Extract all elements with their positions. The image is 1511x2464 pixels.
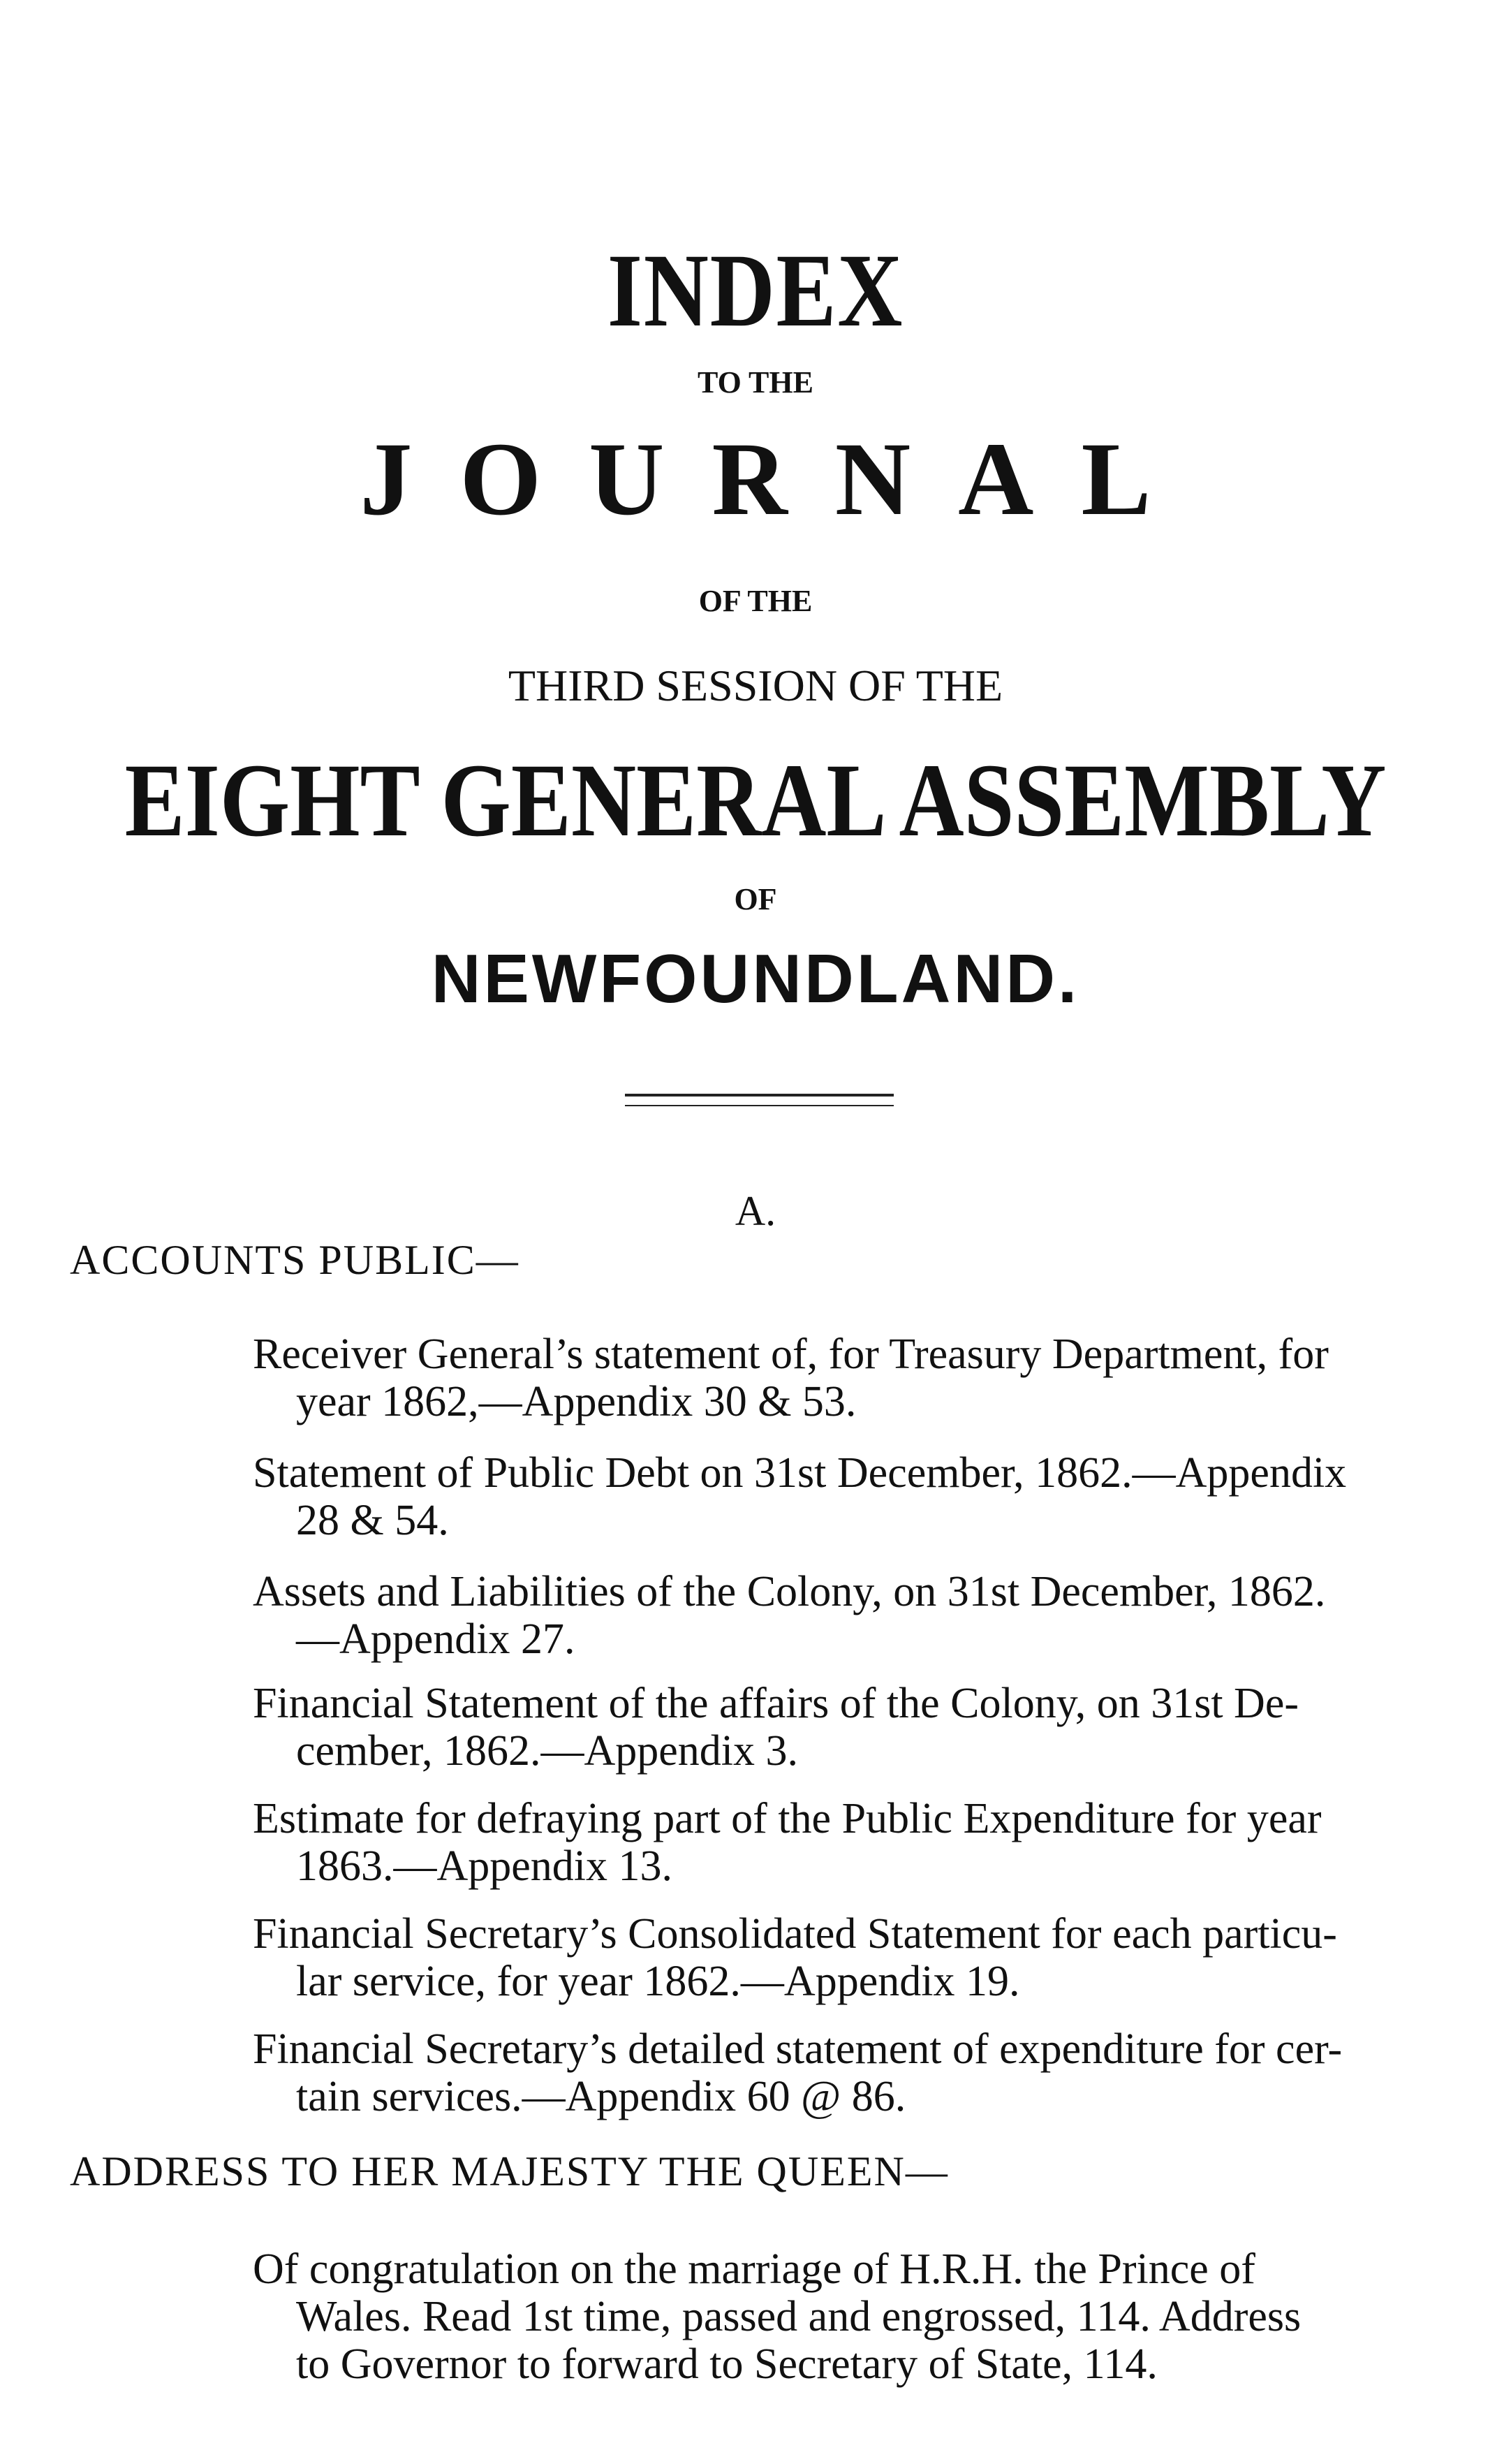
index-entry [253, 1449, 1440, 1544]
entry-line: Wales. Read 1st time, passed and engrossed, 114. Address [296, 2293, 1302, 2340]
section-heading: ADDRESS TO HER MAJESTY THE QUEEN— [70, 2148, 949, 2194]
index-entry [253, 1680, 1440, 1775]
entry-line: 28 & 54. [296, 1497, 449, 1544]
divider-rule [625, 1094, 894, 1097]
entry-line: Financial Statement of the affairs of the Colony, on 31st De- [253, 1680, 1299, 1727]
section-heading: ACCOUNTS PUBLIC— [70, 1237, 519, 1283]
entry-line: tain services.—Appendix 60 @ 86. [296, 2073, 906, 2120]
entry-line: 1863.—Appendix 13. [296, 1842, 673, 1890]
index-entry [253, 1568, 1440, 1663]
entry-line: cember, 1862.—Appendix 3. [296, 1727, 798, 1775]
divider-rule [625, 1105, 894, 1106]
title-of-the: OF THE [698, 584, 813, 618]
entry-line: Of congratulation on the marriage of H.R.H. the Prince of [253, 2245, 1255, 2293]
entry-line: Financial Secretary’s detailed statement of expenditure for cer- [253, 2025, 1343, 2073]
title-place: NEWFOUNDLAND. [431, 940, 1080, 1017]
index-entry [253, 1795, 1440, 1890]
entry-line: Financial Secretary’s Consolidated Statement for each particu- [253, 1910, 1337, 1958]
entry-line: —Appendix 27. [296, 1615, 575, 1663]
entry-line: year 1862,—Appendix 30 & 53. [296, 1378, 857, 1425]
title-assembly: EIGHT GENERAL ASSEMBLY [124, 742, 1387, 858]
index-entry [253, 1910, 1440, 2005]
entry-line: Estimate for defraying part of the Public Expenditure for year [253, 1795, 1322, 1842]
index-entry [253, 1330, 1440, 1425]
entry-line: Assets and Liabilities of the Colony, on 31st December, 1862. [253, 1568, 1326, 1615]
section-letter: A. [735, 1188, 776, 1234]
title-journal: JOURNAL [360, 421, 1199, 537]
entry-line: Receiver General’s statement of, for Treasury Department, for [253, 1330, 1329, 1378]
title-third-session: THIRD SESSION OF THE [508, 661, 1003, 710]
entry-line: to Governor to forward to Secretary of State, 114. [296, 2340, 1158, 2388]
index-entry [253, 2245, 1440, 2388]
title-to-the: TO THE [698, 365, 813, 399]
index-entry [253, 2025, 1440, 2120]
entry-line: Statement of Public Debt on 31st December, 1862.—Appendix [253, 1449, 1347, 1497]
title-of: OF [734, 882, 777, 916]
title-index: INDEX [607, 233, 904, 349]
entry-line: lar service, for year 1862.—Appendix 19. [296, 1958, 1020, 2005]
